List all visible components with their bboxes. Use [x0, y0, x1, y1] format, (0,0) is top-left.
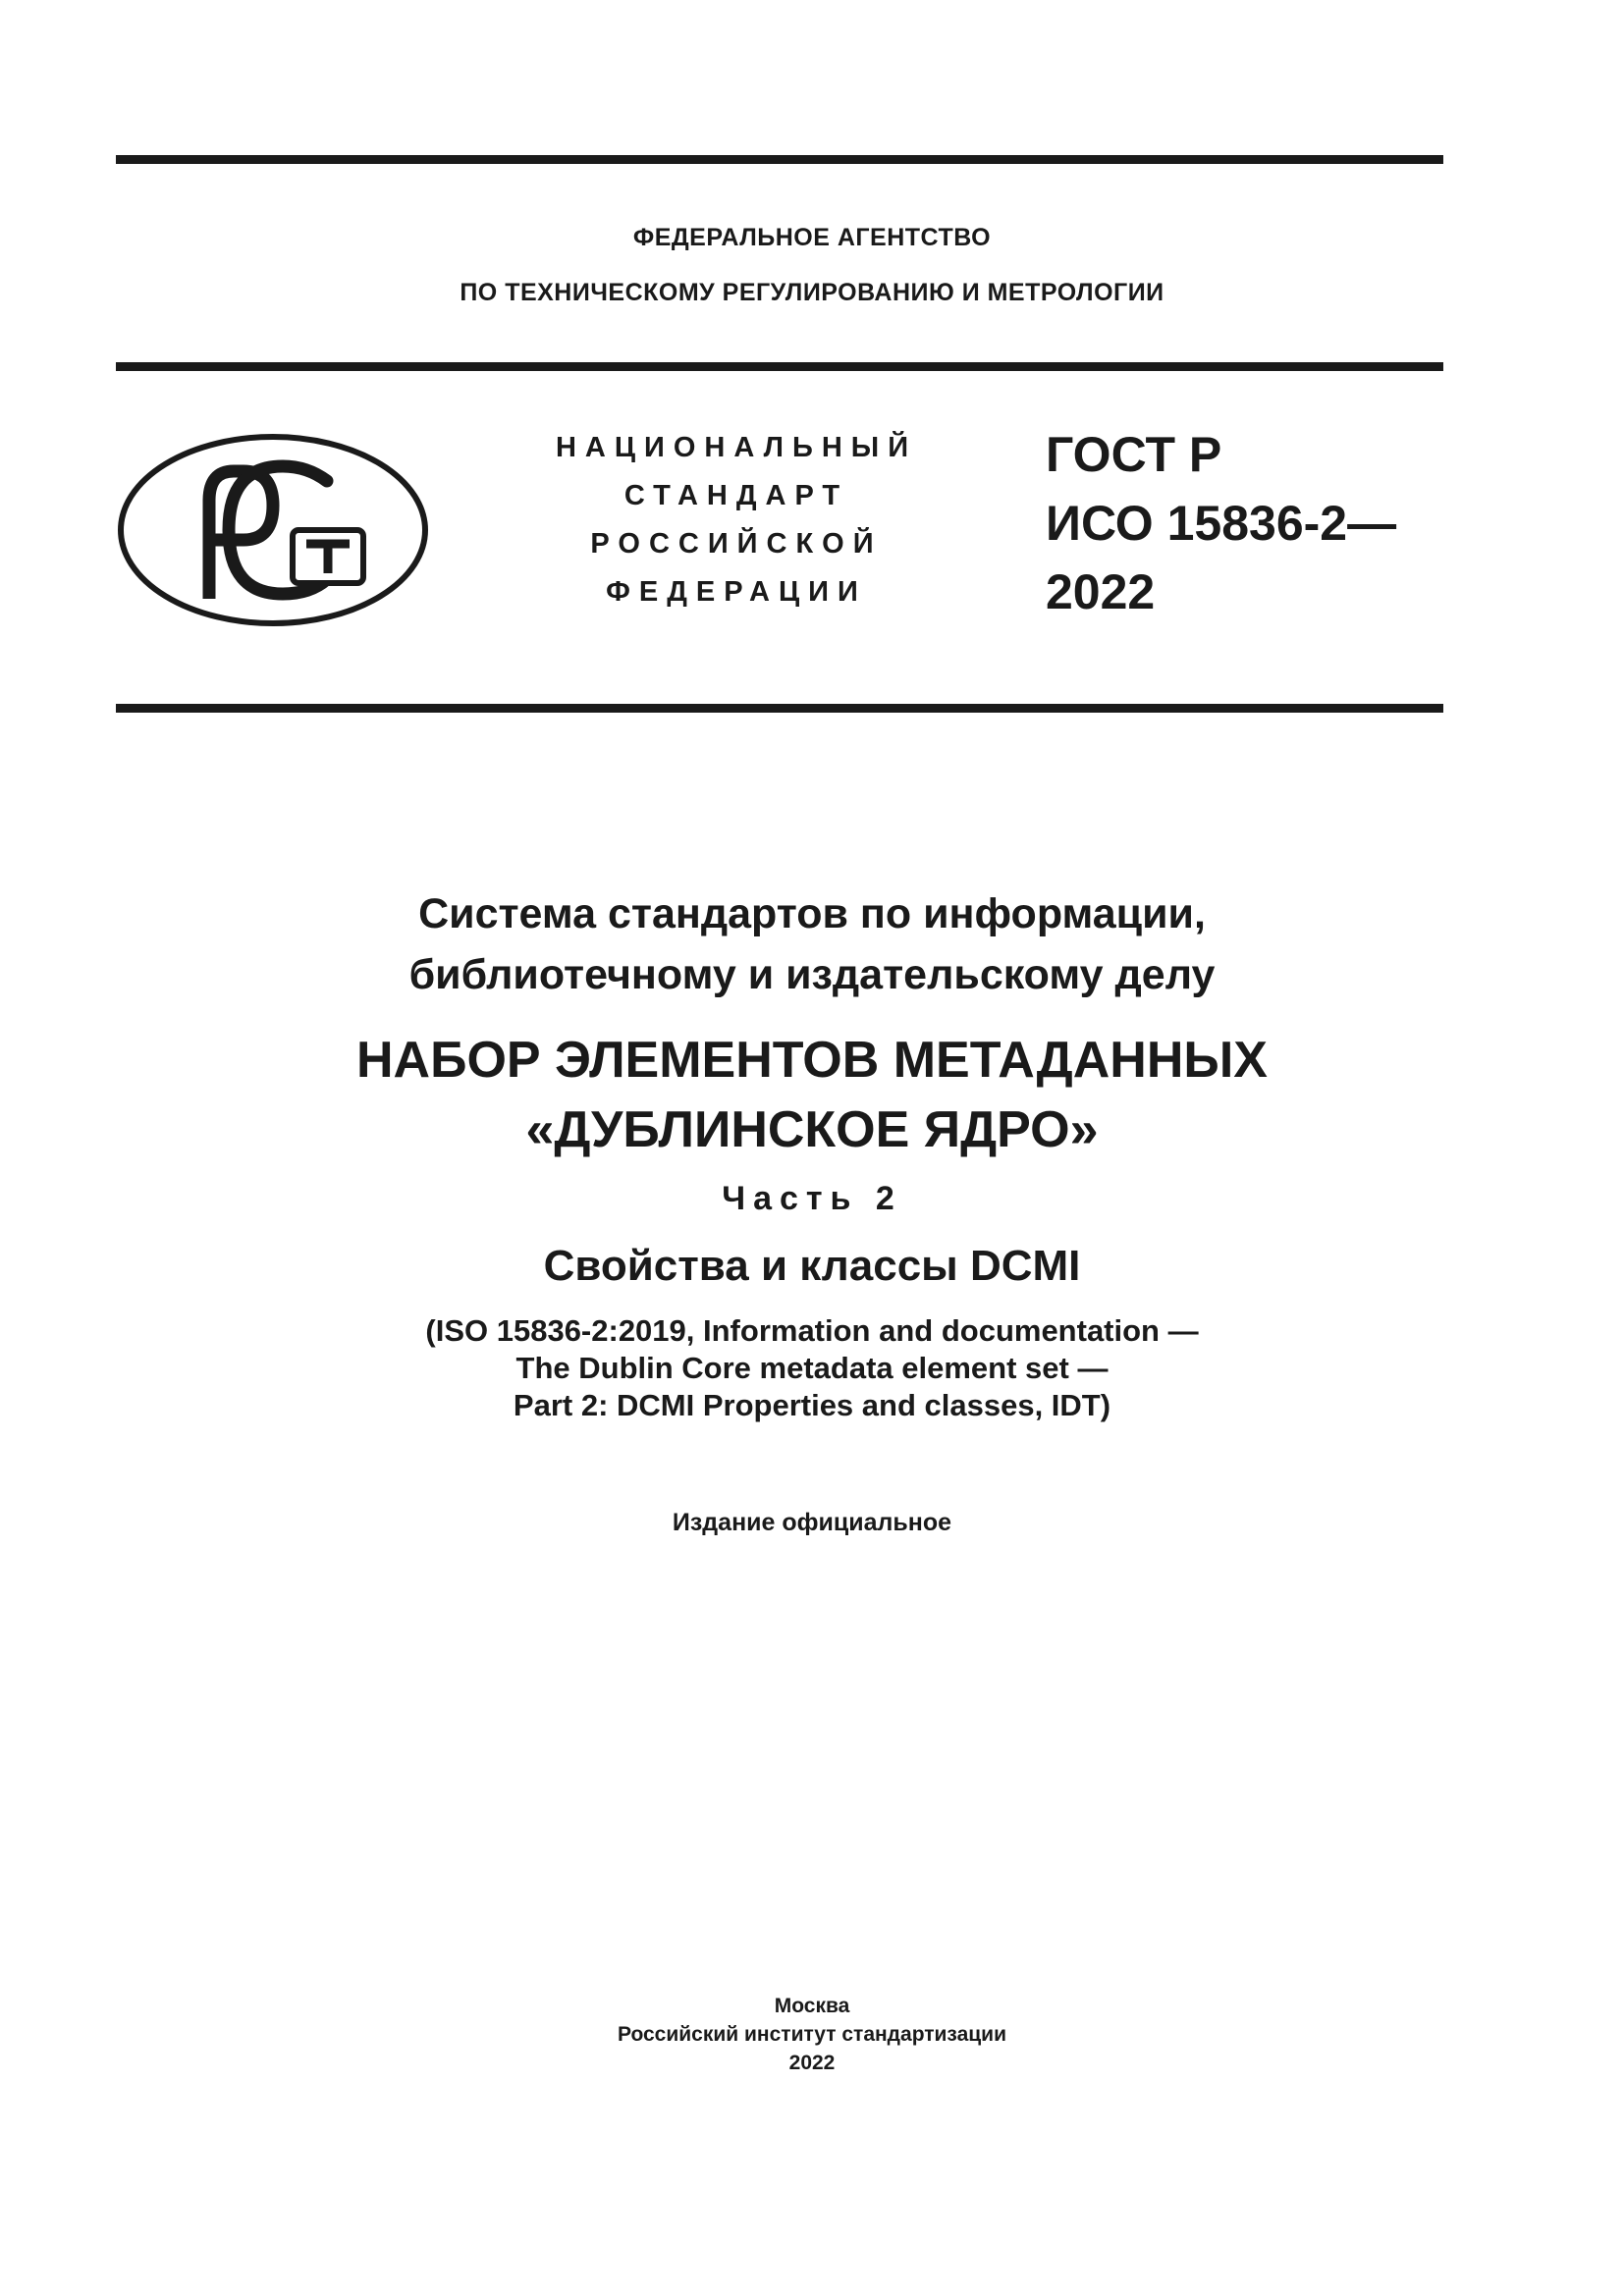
standard-type-line-2: СТАНДАРТ — [623, 480, 849, 511]
standard-designation — [1046, 420, 1396, 626]
designation-line-2: ИСО 15836-2— — [1046, 496, 1397, 551]
rst-certification-mark-icon — [116, 432, 430, 628]
standard-type-block — [520, 424, 952, 616]
original-standard-line-1: (ISO 15836-2:2019, Information and documentation — — [425, 1313, 1199, 1348]
agency-line-1: ФЕДЕРАЛЬНОЕ АГЕНТСТВО — [632, 224, 992, 251]
designation-line-1: ГОСТ Р — [1046, 427, 1222, 482]
series-title-line-2: библиотечному и издательскому делу — [408, 951, 1216, 998]
original-standard-line-2: The Dublin Core metadata element set — — [515, 1351, 1109, 1385]
main-title-line-1: НАБОР ЭЛЕМЕНТОВ МЕТАДАННЫХ — [356, 1032, 1268, 1089]
part-name: Свойства и классы DCMI — [543, 1242, 1081, 1290]
title-block-rule — [116, 704, 1443, 713]
standard-type-line-3: РОССИЙСКОЙ — [590, 528, 883, 560]
imprint-city: Москва — [774, 1995, 850, 2017]
standard-type-line-4: ФЕДЕРАЦИИ — [606, 576, 867, 608]
series-title-line-1: Система стандартов по информации, — [418, 890, 1206, 937]
designation-line-3: 2022 — [1046, 564, 1156, 619]
edition-note: Издание официальное — [672, 1509, 952, 1536]
header-divider-rule — [116, 362, 1443, 371]
original-standard-line-3: Part 2: DCMI Properties and classes, IDT) — [513, 1388, 1111, 1422]
agency-line-2: ПО ТЕХНИЧЕСКОМУ РЕГУЛИРОВАНИЮ И МЕТРОЛОГИИ — [460, 279, 1164, 306]
part-label: Часть 2 — [722, 1180, 902, 1217]
standard-type-line-1: НАЦИОНАЛЬНЫЙ — [555, 432, 918, 463]
imprint-publisher: Российский институт стандартизации — [617, 2023, 1007, 2046]
imprint-year: 2022 — [788, 2052, 836, 2074]
top-rule — [116, 155, 1443, 164]
main-title-line-2: «ДУБЛИНСКОЕ ЯДРО» — [525, 1101, 1099, 1158]
